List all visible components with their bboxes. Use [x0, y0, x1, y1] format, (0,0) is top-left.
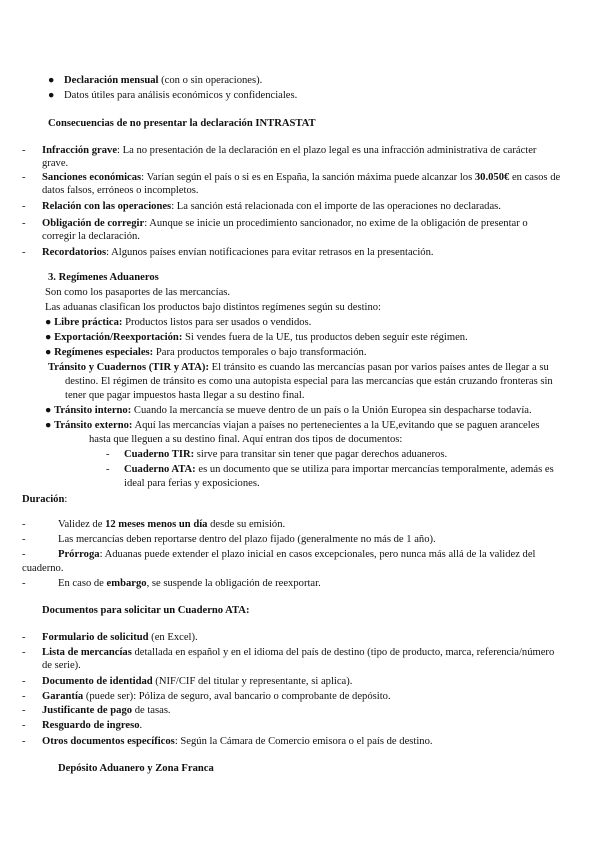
dash-marker: - — [22, 691, 26, 702]
list-item: Obligación de corregir: Aunque se inicie un procedimiento sancionador, no exime de la obligación de presentar o — [42, 218, 528, 229]
section-heading: Duración: — [22, 494, 68, 505]
dash-marker: - — [22, 534, 26, 545]
dash-marker: - — [22, 172, 26, 183]
list-item: ● Libre práctica: Productos listos para ser usados o vendidos. — [45, 317, 312, 328]
list-item: Lista de mercancías detallada en español y en el idioma del país de destino (tipo de producto, marca, referencia/número — [42, 647, 555, 658]
dash-marker: - — [22, 705, 26, 716]
section-heading: Documentos para solicitar un Cuaderno ATA: — [42, 605, 250, 616]
section-heading: 3. Regímenes Aduaneros — [48, 272, 159, 283]
list-item: ● Tránsito externo: Aquí las mercancías viajan a países no pertenecientes a la UE,evitando que se paguen aranceles — [45, 420, 540, 431]
list-item: Formulario de solicitud (en Excel). — [42, 632, 198, 643]
list-item: En caso de embargo, se suspende la obligación de reexportar. — [58, 578, 321, 589]
dash-marker: - — [106, 449, 110, 460]
list-item: Declaración mensual (con o sin operaciones). — [64, 75, 263, 86]
dash-marker: - — [22, 720, 26, 731]
bullet-dot: ● — [48, 90, 55, 101]
dash-marker: - — [106, 464, 110, 475]
list-item: Cuaderno ATA: es un documento que se utiliza para importar mercancías temporalmente, además es — [124, 464, 554, 475]
list-item-continuation: corregir la declaración. — [42, 231, 140, 242]
paragraph: Las aduanas clasifican los productos bajo distintos regímenes según su destino: — [45, 302, 381, 313]
list-item: Las mercancías deben reportarse dentro del plazo fijado (generalmente no más de 1 año). — [58, 534, 436, 545]
bullet-dot: ● — [48, 75, 55, 86]
paragraph: Son como los pasaportes de las mercancías. — [45, 287, 231, 298]
dash-marker: - — [22, 632, 26, 643]
list-item: ● Exportación/Reexportación: Si vendes fuera de la UE, tus productos deben seguir este régimen. — [45, 332, 468, 343]
list-item: Datos útiles para análisis económicos y confidenciales. — [64, 90, 298, 101]
list-item-continuation: datos falsos, erróneos o incompletos. — [42, 185, 199, 196]
list-item: Otros documentos específicos: Según la Cámara de Comercio emisora o el país de destino. — [42, 736, 433, 747]
dash-marker: - — [22, 549, 26, 560]
list-item: Infracción grave: La no presentación de la declaración en el plazo legal es una infracción administrativa de carácter — [42, 145, 537, 156]
section-heading: Depósito Aduanero y Zona Franca — [58, 763, 214, 774]
paragraph-continuation: destino. El régimen de tránsito es como una autopista especial para las mercancías que están cruzando fronteras sin — [65, 376, 553, 387]
dash-marker: - — [22, 647, 26, 658]
dash-marker: - — [22, 247, 26, 258]
dash-marker: - — [22, 578, 26, 589]
paragraph-continuation: tener que pagar impuestos hasta llegar a su destino final. — [65, 390, 305, 401]
list-item: Cuaderno TIR: sirve para transitar sin tener que pagar derechos aduaneros. — [124, 449, 448, 460]
list-item: Prórroga: Aduanas puede extender el plazo inicial en casos excepcionales, pero nunca más allá de la validez del — [58, 549, 536, 560]
dash-marker: - — [22, 201, 26, 212]
dash-marker: - — [22, 145, 26, 156]
list-item-continuation: grave. — [42, 158, 69, 169]
list-item: Justificante de pago de tasas. — [42, 705, 171, 716]
list-item-continuation: de serie). — [42, 660, 81, 671]
paragraph: Tránsito y Cuadernos (TIR y ATA): El tránsito es cuando las mercancías pasan por varios países antes de llegar a su — [48, 362, 549, 373]
list-item: Documento de identidad (NIF/CIF del titular y representante, si aplica). — [42, 676, 353, 687]
dash-marker: - — [22, 519, 26, 530]
list-item: Resguardo de ingreso. — [42, 720, 143, 731]
list-item: Recordatorios: Algunos países envían notificaciones para evitar retrasos en la presentación. — [42, 247, 434, 258]
list-item: Validez de 12 meses menos un día desde su emisión. — [58, 519, 286, 530]
dash-marker: - — [22, 736, 26, 747]
list-item: ● Regímenes especiales: Para productos temporales o bajo transformación. — [45, 347, 367, 358]
dash-marker: - — [22, 676, 26, 687]
list-item-continuation: hasta que lleguen a su destino final. Aquí entran dos tipos de documentos: — [89, 434, 403, 445]
list-item-continuation: cuaderno. — [22, 563, 64, 574]
list-item: ● Tránsito interno: Cuando la mercancía se mueve dentro de un país o la Unión Europea sin despacharse todavía. — [45, 405, 532, 416]
section-heading: Consecuencias de no presentar la declaración INTRASTAT — [48, 118, 316, 129]
list-item: Relación con las operaciones: La sanción está relacionada con el importe de las operaciones no declaradas. — [42, 201, 501, 212]
dash-marker: - — [22, 218, 26, 229]
list-item-continuation: ideal para ferias y exposiciones. — [124, 478, 260, 489]
list-item: Sanciones económicas: Varían según el país o si es en España, la sanción máxima puede alcanzar los 30.050€ en casos de — [42, 172, 561, 183]
list-item: Garantía (puede ser): Póliza de seguro, aval bancario o comprobante de depósito. — [42, 691, 391, 702]
